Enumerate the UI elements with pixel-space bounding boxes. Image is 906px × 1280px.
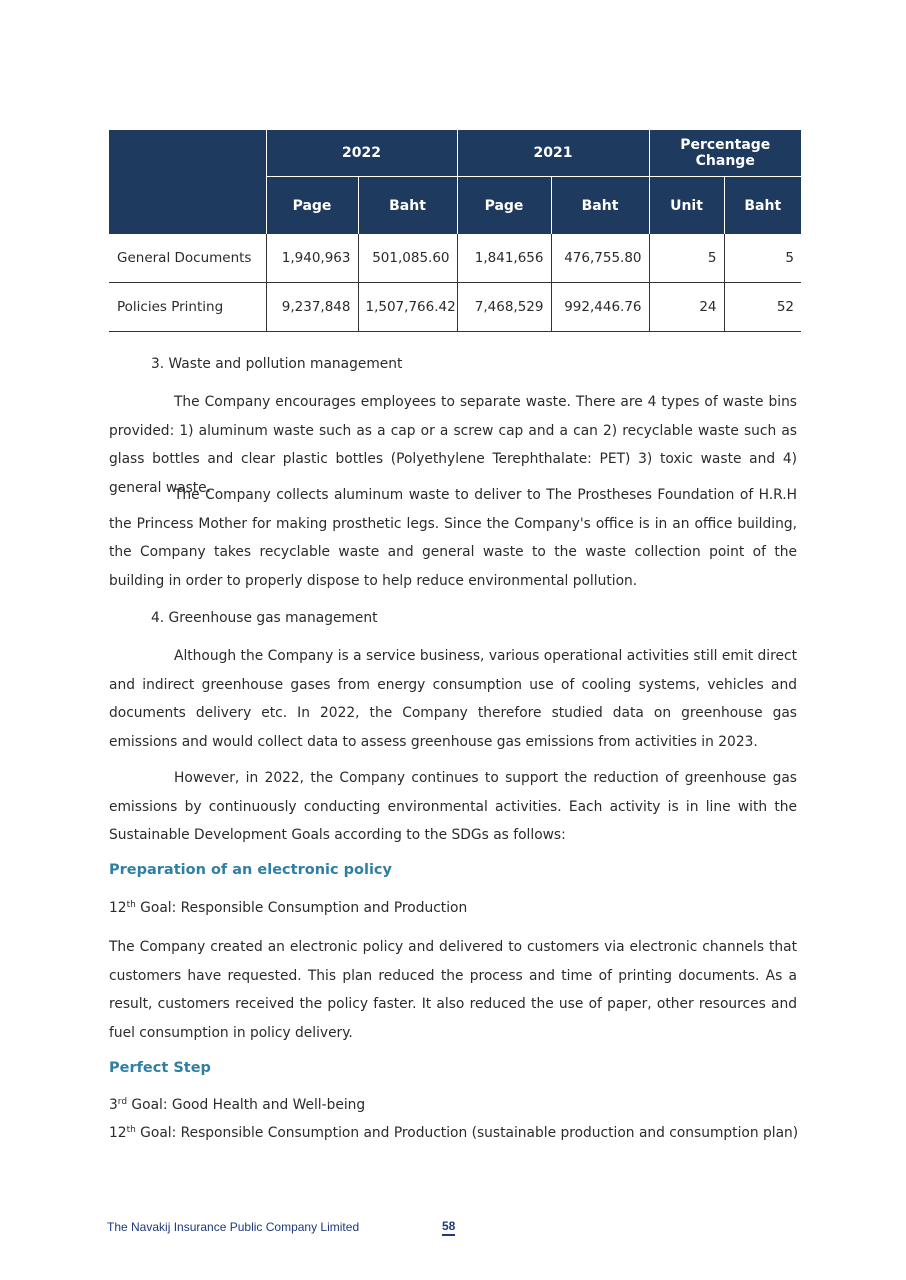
- goal-line: 12th Goal: Responsible Consumption and Production (sustainable production and consumption plan): [109, 1125, 799, 1141]
- footer-company-name: The Navakij Insurance Public Company Limited: [107, 1220, 360, 1234]
- table-corner-cell: [109, 130, 266, 234]
- table-cell: 52: [724, 283, 801, 332]
- paragraph-aluminum-waste: The Company collects aluminum waste to deliver to The Prostheses Foundation of H.R.H the Princess Mother for making prosthetic legs. Since the Company's office is in an office building, the Company takes recyclable waste and general waste to the waste collection point of the building in order to properly dispose to help reduce environmental pollution.: [109, 487, 797, 589]
- heading-perfect-step: Perfect Step: [109, 1060, 211, 1076]
- table-cell: 476,755.80: [551, 234, 649, 283]
- header-year-2022: 2022: [266, 130, 457, 177]
- footer-page-number: 58: [442, 1219, 455, 1236]
- subheader-page: Page: [266, 177, 358, 235]
- subheader-page: Page: [457, 177, 551, 235]
- table-header-row: [109, 130, 801, 177]
- goal-line: 3rd Goal: Good Health and Well-being: [109, 1097, 366, 1113]
- subheader-baht: Baht: [724, 177, 801, 235]
- table-cell: 24: [649, 283, 724, 332]
- table-cell: 992,446.76: [551, 283, 649, 332]
- table-row: [109, 283, 801, 332]
- table-row: [109, 234, 801, 283]
- row-label: General Documents: [109, 234, 266, 283]
- table-cell: 5: [649, 234, 724, 283]
- table-cell: 501,085.60: [358, 234, 457, 283]
- paragraph-waste-bins: The Company encourages employees to separate waste. There are 4 types of waste bins provided: 1) aluminum waste such as a cap or a screw cap and a can 2) recyclable waste such as glass bottles and clear plastic bottles (Polyethylene Terephthalate: PET) 3) toxic waste and 4) general waste.: [109, 394, 797, 496]
- heading-electronic-policy: Preparation of an electronic policy: [109, 862, 392, 878]
- goal-line: 12th Goal: Responsible Consumption and Production: [109, 900, 468, 916]
- header-year-2021: 2021: [457, 130, 649, 177]
- paragraph-greenhouse-emissions: Although the Company is a service business, various operational activities still emit direct and indirect greenhouse gases from energy consumption use of cooling systems, vehicles and documents delivery etc. In 2022, the Company therefore studied data on greenhouse gas emissions and would collect data to assess greenhouse gas emissions from activities in 2023.: [109, 648, 797, 750]
- table-cell: 1,940,963: [266, 234, 358, 283]
- row-label: Policies Printing: [109, 283, 266, 332]
- table-cell: 1,507,766.42: [358, 283, 457, 332]
- printing-statistics-table: [109, 130, 801, 332]
- table-cell: 9,237,848: [266, 283, 358, 332]
- section-title-greenhouse: 4. Greenhouse gas management: [151, 610, 378, 626]
- header-percentage-change: Percentage Change: [649, 130, 801, 177]
- table-cell: 5: [724, 234, 801, 283]
- table-cell: 7,468,529: [457, 283, 551, 332]
- subheader-baht: Baht: [358, 177, 457, 235]
- subheader-unit: Unit: [649, 177, 724, 235]
- paragraph-electronic-policy: The Company created an electronic policy and delivered to customers via electronic channels that customers have requested. This plan reduced the process and time of printing documents. As a result, customers received the policy faster. It also reduced the use of paper, other resources and fuel consumption in policy delivery.: [109, 939, 797, 1041]
- table-cell: 1,841,656: [457, 234, 551, 283]
- subheader-baht: Baht: [551, 177, 649, 235]
- section-title-waste: 3. Waste and pollution management: [151, 356, 403, 372]
- paragraph-greenhouse-reduction: However, in 2022, the Company continues to support the reduction of greenhouse gas emissions by continuously conducting environmental activities. Each activity is in line with the Sustainable Development Goals according to the SDGs as follows:: [109, 770, 797, 843]
